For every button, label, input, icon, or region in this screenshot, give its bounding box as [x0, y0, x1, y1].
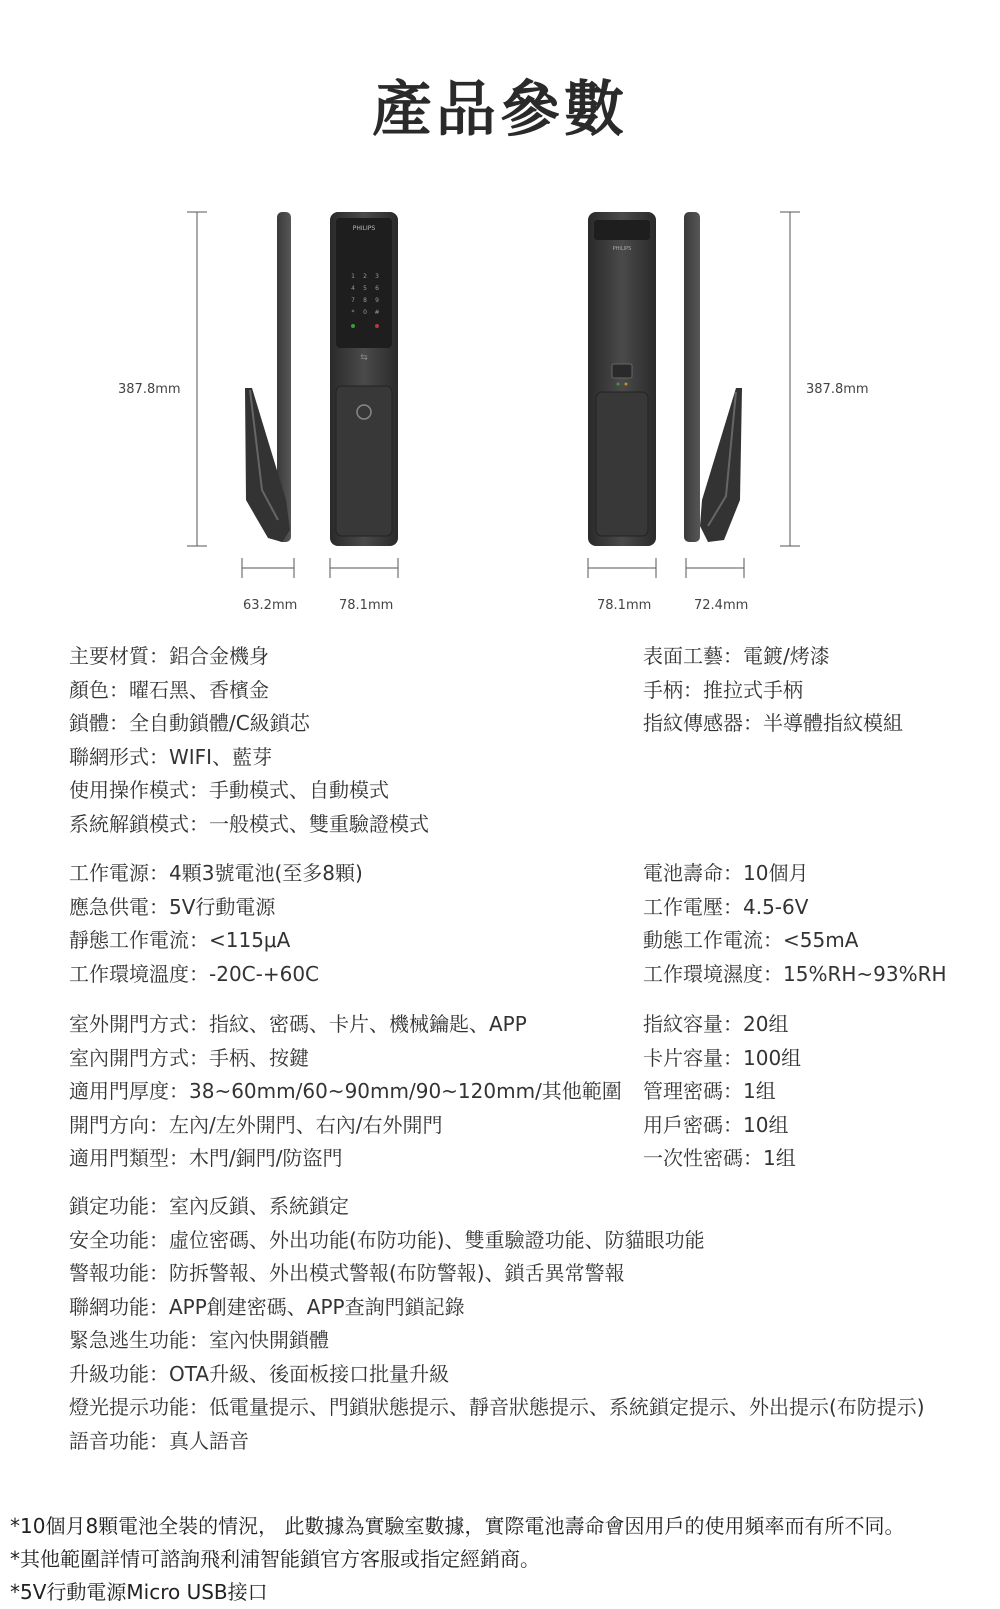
spec-item: 手柄：推拉式手柄 — [643, 677, 803, 702]
svg-text:⇆: ⇆ — [360, 353, 368, 363]
spec-item: 使用操作模式：手動模式、自動模式 — [69, 778, 389, 802]
spec-item: 卡片容量：100组 — [643, 1045, 802, 1070]
spec-item: 靜態工作電流：<115μA — [69, 928, 291, 952]
width-label-back: 78.1mm — [597, 598, 652, 613]
spec-item: 語音功能：真人語音 — [69, 1428, 249, 1453]
svg-text:0: 0 — [363, 309, 367, 316]
spec-item: 聯網功能：APP創建密碼、APP查詢門鎖記錄 — [69, 1294, 465, 1319]
brand-logo-front: PHILIPS — [352, 225, 376, 232]
spec-item: 指紋傳感器：半導體指紋模組 — [643, 711, 903, 735]
spec-item: 用戶密碼：10组 — [643, 1112, 789, 1137]
spec-item: 聯網形式：WIFI、藍芽 — [69, 744, 273, 769]
svg-text:4: 4 — [351, 285, 355, 292]
spec-item: 工作環境溫度：-20C-+60C — [69, 961, 320, 986]
spec-group-2-left — [69, 857, 363, 991]
depth-label-right: 72.4mm — [694, 598, 749, 613]
lock-back-view — [588, 212, 656, 546]
svg-text:3: 3 — [375, 273, 379, 280]
svg-text:8: 8 — [363, 297, 367, 304]
footnote: *其他範圍詳情可諮詢飛利浦智能鎖官方客服或指定經銷商。 — [10, 1547, 540, 1571]
spec-item: 開門方向：左內/左外開門、右內/右外開門 — [69, 1112, 443, 1137]
spec-item: 室內開門方式：手柄、按鍵 — [69, 1045, 309, 1070]
spec-item: 適用門厚度：38~60mm/60~90mm/90~120mm/其他範圍 — [69, 1079, 622, 1103]
spec-item: 警報功能：防拆警報、外出模式警報(布防警報)、鎖舌異常警報 — [69, 1261, 625, 1285]
spec-item: 鎖體：全自動鎖體/C級鎖芯 — [69, 711, 310, 735]
spec-group-1-right — [643, 640, 903, 741]
spec-item: 鎖定功能：室內反鎖、系統鎖定 — [69, 1194, 349, 1218]
svg-text:1: 1 — [351, 273, 355, 280]
lock-side-view-left — [245, 212, 291, 542]
spec-item: 一次性密碼：1组 — [643, 1146, 796, 1170]
spec-group-1-left — [69, 640, 429, 841]
width-label-front: 78.1mm — [339, 598, 394, 613]
spec-item: 管理密碼：1组 — [643, 1079, 776, 1103]
depth-label-left: 63.2mm — [243, 598, 298, 613]
product-dimension-diagram — [0, 200, 1000, 610]
spec-item: 適用門類型：木門/銅門/防盜門 — [69, 1146, 343, 1170]
svg-text:#: # — [374, 309, 380, 316]
spec-group-3-left — [69, 1008, 622, 1176]
svg-text:6: 6 — [375, 285, 379, 292]
svg-text:7: 7 — [351, 297, 355, 304]
height-dimension-right — [780, 212, 800, 546]
width-dimension-lines — [242, 558, 744, 578]
spec-item: 緊急逃生功能：室內快開鎖體 — [69, 1328, 329, 1352]
spec-item: 燈光提示功能：低電量提示、門鎖狀態提示、靜音狀態提示、系統鎖定提示、外出提示(布防提示) — [69, 1395, 925, 1419]
spec-item: 主要材質：鋁合金機身 — [69, 644, 269, 668]
spec-group-3-right — [643, 1008, 801, 1176]
svg-text:5: 5 — [363, 285, 367, 292]
height-dimension-left — [187, 212, 207, 546]
height-label-right: 387.8mm — [806, 382, 869, 397]
spec-item: 電池壽命：10個月 — [643, 861, 809, 885]
lock-front-view — [330, 212, 398, 546]
spec-item: 系統解鎖模式：一般模式、雙重驗證模式 — [69, 811, 429, 836]
page-title: 產品參數 — [372, 75, 628, 145]
spec-item: 顏色：曜石黑、香檳金 — [69, 677, 269, 702]
spec-group-4 — [69, 1190, 925, 1458]
height-label-left: 387.8mm — [118, 382, 181, 397]
footnote: *5V行動電源Micro USB接口 — [10, 1580, 268, 1604]
footnotes — [10, 1510, 905, 1609]
spec-item: 指紋容量：20组 — [643, 1012, 789, 1036]
spec-item: 室外開門方式：指紋、密碼、卡片、機械鑰匙、APP — [69, 1012, 527, 1036]
svg-text:*: * — [351, 309, 355, 316]
spec-item: 安全功能：虛位密碼、外出功能(布防功能)、雙重驗證功能、防貓眼功能 — [69, 1227, 705, 1252]
spec-group-2-right — [643, 857, 947, 991]
spec-item: 工作電源：4顆3號電池(至多8顆) — [69, 861, 363, 885]
brand-logo-back: PHILIPS — [612, 246, 632, 252]
lock-side-view-right — [684, 212, 742, 542]
svg-text:9: 9 — [375, 297, 379, 304]
svg-text:2: 2 — [363, 273, 367, 280]
spec-item: 工作電壓：4.5-6V — [643, 894, 809, 919]
spec-item: 工作環境濕度：15%RH~93%RH — [643, 961, 947, 986]
spec-item: 應急供電：5V行動電源 — [69, 894, 276, 919]
spec-item: 表面工藝：電鍍/烤漆 — [643, 644, 830, 668]
spec-item: 升級功能：OTA升級、後面板接口批量升級 — [69, 1361, 450, 1386]
footnote: *10個月8顆電池全裝的情況， 此數據為實驗室數據，實際電池壽命會因用戶的使用頻率而有所不同。 — [10, 1514, 905, 1538]
spec-item: 動態工作電流：<55mA — [643, 928, 859, 952]
